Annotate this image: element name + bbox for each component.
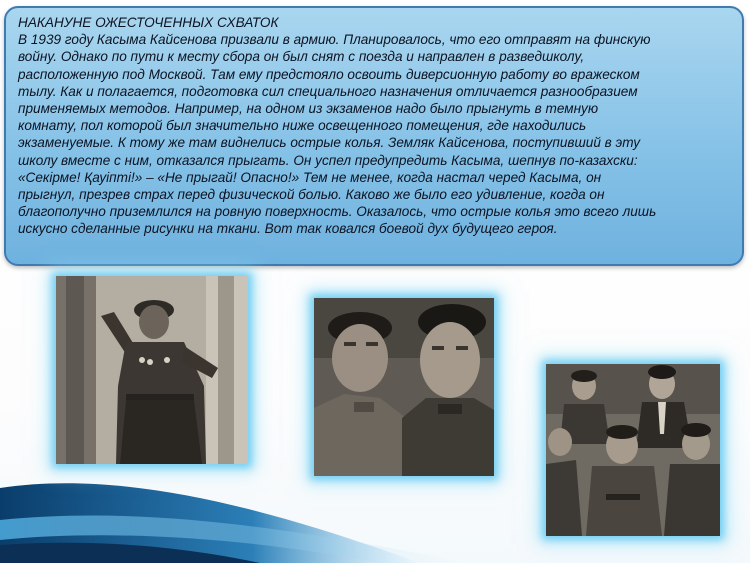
soldier-portrait-photo [56,276,248,464]
body-line: расположенную под Москвой. Там ему предстояло освоить диверсионную работу во вражеском [18,66,640,82]
slide-body [18,31,732,237]
body-line: тылу. Как и полагается, подготовка сил специального назначения отличается разнообразием [18,83,638,99]
body-line: комнату, пол которой был значительно ниже освещенного помещения, где находились [18,118,587,134]
body-line: школу вместе с ним, отказался прыгать. Он успел предупредить Касыма, шепнув по-казахски: [18,152,638,168]
body-line: прыгнул, презрев страх перед физической болью. Каково же было его удивление, когда он [18,187,605,203]
body-line: благополучно приземлился на ровную поверхность. Оказалось, что острые колья это всего лишь [18,204,657,220]
body-line: войну. Однако по пути к месту сбора он был снят с поезда и направлен в разведшколу, [18,49,585,65]
body-line: В 1939 году Касыма Кайсенова призвали в армию. Планировалось, что его отправят на финскую [18,32,651,48]
body-line: применяемых методов. Например, на одном из экзаменов надо было прыгнуть в темную [18,101,599,117]
text-callout [4,6,744,266]
body-line: экзаменуемые. К тому же там виднелись острые колья. Земляк Кайсенова, поступивший в эту [18,135,641,151]
body-line: искусно сделанные рисунки на ткани. Вот так ковался боевой дух будущего героя. [18,221,558,237]
body-line: «Секірме! Қауіпті!» – «Не прыгай! Опасно!» Тем не менее, когда настал черед Касыма, он [18,169,602,185]
slide-heading: НАКАНУНЕ ОЖЕСТОЧЕННЫХ СХВАТОК [18,15,279,30]
two-soldiers-photo [314,298,494,476]
group-of-soldiers-photo [546,364,720,536]
